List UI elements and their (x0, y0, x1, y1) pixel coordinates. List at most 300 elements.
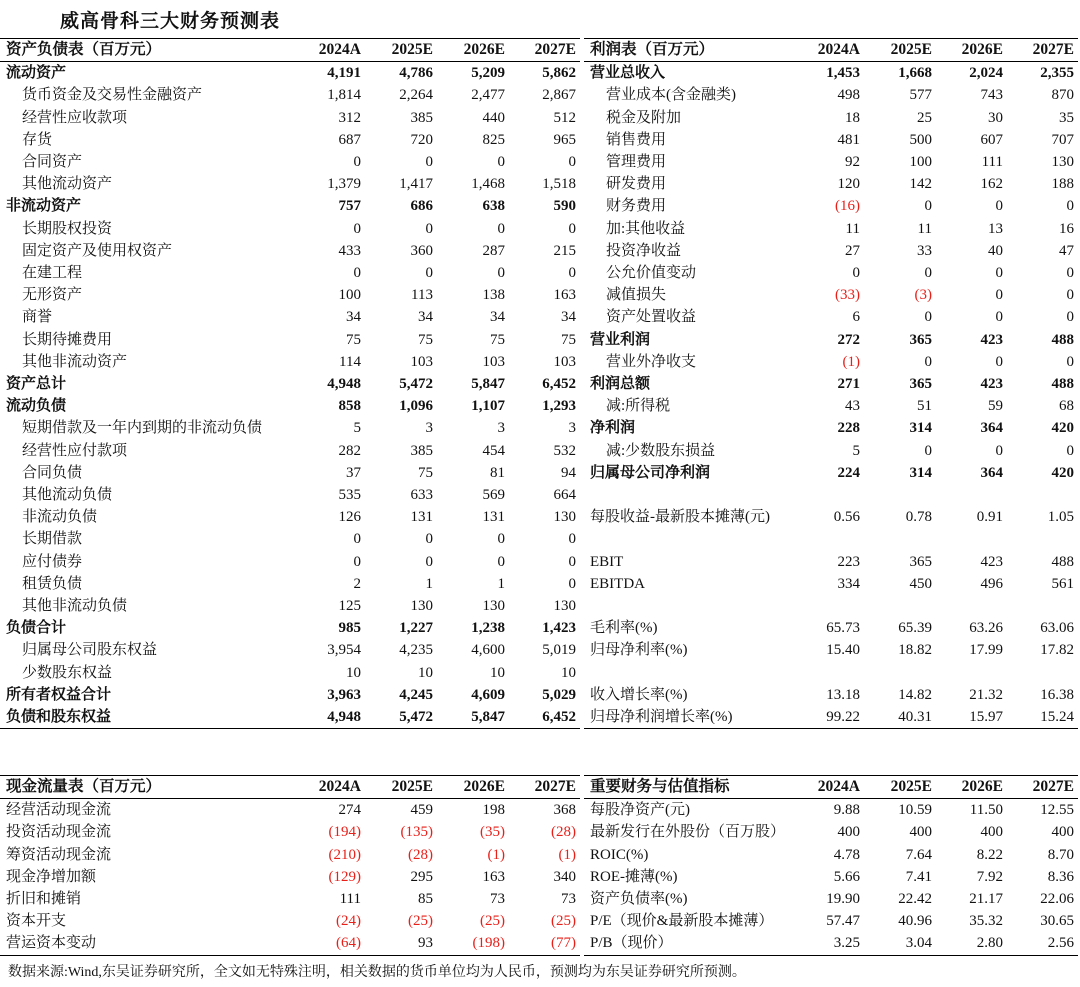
cell-value: 103 (410, 353, 433, 370)
cell-value: 34 (418, 309, 433, 326)
cell-value: (210) (328, 846, 361, 863)
cell-value: 35.32 (969, 913, 1003, 930)
table-row (0, 218, 580, 240)
row-label: 长期股权投资 (22, 220, 113, 237)
cell-value: 314 (909, 420, 932, 437)
table-row (584, 551, 1078, 573)
table-row (0, 84, 580, 106)
cell-value: 0.78 (905, 509, 932, 526)
cell-value: 459 (410, 802, 433, 819)
cell-value: 5,029 (542, 686, 576, 703)
cell-value: 2.80 (936, 932, 1007, 955)
cell-value: 103 (553, 353, 576, 370)
cell-value: 707 (1051, 131, 1074, 148)
cell-value: 687 (338, 131, 361, 148)
cell-value: 7.92 (976, 868, 1003, 885)
cell-value: 130 (1051, 154, 1074, 171)
cell-value: 0 (353, 553, 361, 570)
cell-value: 43 (845, 398, 860, 415)
cell-value: 4,191 (327, 65, 361, 82)
cell-value: 188 (1051, 176, 1074, 193)
row-label: 经营活动现金流 (6, 802, 112, 819)
table-row (0, 551, 580, 573)
cell-value: 638 (482, 198, 505, 215)
cell-value: 295 (410, 868, 433, 885)
cell-value: 113 (411, 287, 433, 304)
table-row (0, 821, 580, 843)
cell-value: (3) (914, 287, 932, 304)
cell-value: 5,019 (542, 642, 576, 659)
cell-value: 0.91 (976, 509, 1003, 526)
row-label: 加:其他收益 (606, 220, 686, 237)
cell-value: 100 (338, 287, 361, 304)
table-row (0, 107, 580, 129)
table-row (0, 866, 580, 888)
table-row (0, 151, 580, 173)
cell-value: 569 (482, 487, 505, 504)
cell-value: 5,209 (471, 65, 505, 82)
row-label: 非流动负债 (22, 509, 98, 526)
cell-value: 10 (561, 664, 576, 681)
year-header: 2025E (864, 39, 936, 62)
cell-value: (28) (408, 846, 433, 863)
table-row (0, 373, 580, 395)
table-row (584, 684, 1078, 706)
row-label (584, 484, 792, 506)
cell-value: 4,948 (293, 706, 365, 729)
year-header: 2024A (792, 39, 864, 62)
cell-value: 22.42 (898, 891, 932, 908)
cell-value: 10.59 (898, 802, 932, 819)
cell-value: (194) (328, 824, 361, 841)
cell-value: 590 (553, 198, 576, 215)
cell-value: 0 (425, 154, 433, 171)
cell-value: 99.22 (792, 706, 864, 729)
row-label: 利润总额 (590, 376, 651, 393)
cell-value (792, 595, 864, 617)
year-header: 2025E (365, 776, 437, 799)
cell-value: (77) (509, 932, 580, 955)
row-label: 租赁负债 (22, 575, 83, 592)
cell-value: 0 (497, 265, 505, 282)
year-header: 2025E (365, 39, 437, 62)
cell-value: 103 (482, 353, 505, 370)
cell-value: 2 (353, 575, 361, 592)
row-label: 营运资本变动 (0, 932, 293, 955)
table-title: 重要财务与估值指标 (584, 776, 792, 799)
cell-value: 63.06 (1040, 620, 1074, 637)
cell-value: 282 (338, 442, 361, 459)
cell-value: 75 (490, 331, 505, 348)
cell-value: 0 (568, 575, 576, 592)
table-row (584, 329, 1078, 351)
table-row (584, 799, 1078, 822)
cell-value: 163 (482, 868, 505, 885)
row-label: 归母净利率(%) (590, 642, 688, 659)
cell-value: 30 (988, 109, 1003, 126)
cell-value: (1) (487, 846, 505, 863)
cell-value: 365 (909, 553, 932, 570)
table-row (0, 662, 580, 684)
cell-value: 720 (410, 131, 433, 148)
row-label (584, 595, 792, 617)
row-label: EBITDA (590, 575, 645, 592)
cell-value: 75 (346, 331, 361, 348)
row-label: 负债和股东权益 (0, 706, 293, 729)
table-row (0, 329, 580, 351)
cell-value: 6,452 (509, 706, 580, 729)
cell-value: 360 (410, 242, 433, 259)
row-label: 货币资金及交易性金融资产 (22, 87, 203, 104)
table-row (584, 506, 1078, 528)
table-row (0, 706, 580, 729)
cell-value: 433 (338, 242, 361, 259)
cell-value (792, 662, 864, 684)
cell-value: 0 (425, 265, 433, 282)
cell-value: 7.64 (905, 846, 932, 863)
year-header: 2027E (509, 776, 580, 799)
cell-value: 3.25 (792, 932, 864, 955)
cell-value: 1,668 (898, 65, 932, 82)
cell-value: 3 (425, 420, 433, 437)
cell-value: 5,847 (471, 376, 505, 393)
cell-value (936, 595, 1007, 617)
table-row (584, 173, 1078, 195)
row-label: 商誉 (22, 309, 53, 326)
year-header: 2026E (437, 39, 509, 62)
cell-value: 0 (425, 553, 433, 570)
cell-value: 0 (497, 553, 505, 570)
cell-value: 10 (346, 664, 361, 681)
cell-value: 496 (980, 575, 1003, 592)
table-row (584, 617, 1078, 639)
cell-value: 0 (568, 265, 576, 282)
cell-value: 130 (410, 598, 433, 615)
table-title: 资产负债表（百万元） (0, 39, 293, 62)
cell-value: 120 (837, 176, 860, 193)
cell-value: 215 (553, 242, 576, 259)
table-row (0, 195, 580, 217)
row-label: 毛利率(%) (590, 620, 658, 637)
cell-value: (16) (835, 198, 860, 215)
cell-value: 365 (909, 376, 932, 393)
cell-value: 3 (497, 420, 505, 437)
row-label: 经营性应付款项 (22, 442, 128, 459)
cell-value: 0 (497, 220, 505, 237)
cell-value: 400 (837, 824, 860, 841)
year-header: 2027E (1007, 39, 1078, 62)
table-row (584, 573, 1078, 595)
cell-value: 0 (497, 154, 505, 171)
row-label: 合同负债 (22, 464, 83, 481)
row-label: 减:所得税 (606, 398, 671, 415)
cell-value: 2,024 (969, 65, 1003, 82)
cell-value: 0 (995, 309, 1003, 326)
cell-value: (135) (400, 824, 433, 841)
row-label: 所有者权益合计 (6, 686, 112, 703)
row-label: 流动资产 (6, 65, 67, 82)
table-row (0, 484, 580, 506)
table-row (584, 528, 1078, 550)
cell-value: 368 (553, 802, 576, 819)
row-label: 最新发行在外股份（百万股） (590, 824, 786, 841)
cell-value: (1) (558, 846, 576, 863)
row-label: 每股净资产(元) (590, 802, 690, 819)
cell-value: 0 (924, 442, 932, 459)
cell-value: 4,609 (471, 686, 505, 703)
cell-value: 1,096 (399, 398, 433, 415)
table-row (0, 528, 580, 550)
cell-value: 223 (837, 553, 860, 570)
row-label: 非流动资产 (6, 198, 82, 215)
cell-value (864, 662, 936, 684)
cell-value: 17.82 (1040, 642, 1074, 659)
cell-value: 5 (852, 442, 860, 459)
cell-value (864, 528, 936, 550)
table-row (584, 218, 1078, 240)
cell-value: 0 (1066, 442, 1074, 459)
cell-value: 561 (1051, 575, 1074, 592)
cell-value: 114 (339, 353, 361, 370)
cell-value: 14.82 (898, 686, 932, 703)
cell-value: 15.97 (936, 706, 1007, 729)
cell-value: (25) (408, 913, 433, 930)
cell-value: 5,472 (399, 376, 433, 393)
cell-value: 825 (482, 131, 505, 148)
cell-value: 365 (909, 331, 932, 348)
cell-value (1007, 528, 1078, 550)
cell-value: 34 (561, 309, 576, 326)
cell-value: 1,238 (471, 620, 505, 637)
footnote: 数据来源:Wind,东吴证券研究所，全文如无特殊注明，相关数据的货币单位均为人民币，预测均为东吴证券研究所预测。 (8, 965, 746, 980)
cell-value: 5.66 (833, 868, 860, 885)
cell-value: 7.41 (905, 868, 932, 885)
cell-value: 40 (988, 242, 1003, 259)
row-label: 减:少数股东损益 (606, 442, 716, 459)
cell-value: 18.82 (898, 642, 932, 659)
row-label: 资产总计 (6, 376, 67, 393)
cell-value: 16 (1059, 220, 1074, 237)
cell-value: 4,235 (399, 642, 433, 659)
year-header: 2026E (936, 39, 1007, 62)
table-row (584, 866, 1078, 888)
cell-value: 40.31 (864, 706, 936, 729)
row-label: 税金及附加 (606, 109, 682, 126)
cell-value: 1,227 (399, 620, 433, 637)
row-label: 短期借款及一年内到期的非流动负债 (22, 420, 263, 437)
row-label: 流动负债 (6, 398, 67, 415)
cell-value: 481 (837, 131, 860, 148)
cell-value: 757 (338, 198, 361, 215)
row-label: 公允价值变动 (606, 265, 697, 282)
table-row (584, 844, 1078, 866)
row-label (584, 662, 792, 684)
year-header: 2027E (1007, 776, 1078, 799)
row-label: P/B（现价） (584, 932, 792, 955)
table-row (584, 129, 1078, 151)
cell-value: 287 (482, 242, 505, 259)
cell-value: 5,847 (437, 706, 509, 729)
cell-value: 40.96 (898, 913, 932, 930)
cell-value: 0 (924, 198, 932, 215)
cell-value: 1,518 (542, 176, 576, 193)
cell-value: 385 (410, 109, 433, 126)
cell-value: 17.99 (969, 642, 1003, 659)
cell-value: 37 (346, 464, 361, 481)
cell-value: 34 (346, 309, 361, 326)
cell-value: 577 (909, 87, 932, 104)
table-row (584, 107, 1078, 129)
table-row (584, 262, 1078, 284)
row-label: 研发费用 (606, 176, 667, 193)
cell-value: 0 (353, 531, 361, 548)
cell-value: 4,786 (399, 65, 433, 82)
row-label: 折旧和摊销 (6, 891, 82, 908)
cell-value: 0 (1066, 198, 1074, 215)
row-label: 其他流动资产 (22, 176, 113, 193)
cell-value: 162 (980, 176, 1003, 193)
cell-value: 57.47 (826, 913, 860, 930)
cell-value: 0 (1066, 287, 1074, 304)
cell-value: 3.04 (864, 932, 936, 955)
table-row (584, 462, 1078, 484)
table-row (0, 62, 580, 85)
cell-value: 4,948 (327, 376, 361, 393)
row-label: 固定资产及使用权资产 (22, 242, 173, 259)
cell-value: 138 (482, 287, 505, 304)
cell-value: 423 (980, 331, 1003, 348)
cell-value: 13 (988, 220, 1003, 237)
row-label: 长期借款 (22, 531, 83, 548)
table-row (584, 662, 1078, 684)
cell-value: 5 (353, 420, 361, 437)
cell-value: 228 (837, 420, 860, 437)
cell-value: 35 (1059, 109, 1074, 126)
cell-value (936, 662, 1007, 684)
cell-value: 1,379 (327, 176, 361, 193)
cell-value: 400 (909, 824, 932, 841)
year-header: 2025E (864, 776, 936, 799)
cell-value: 75 (418, 464, 433, 481)
cell-value (792, 528, 864, 550)
table-header-row (584, 776, 1078, 799)
cell-value: 34 (490, 309, 505, 326)
cell-value: 1,417 (399, 176, 433, 193)
cell-value: 11 (845, 220, 860, 237)
row-label: 投资活动现金流 (6, 824, 112, 841)
table-row (0, 639, 580, 661)
cell-value: 1,468 (471, 176, 505, 193)
table-row (0, 351, 580, 373)
row-label: 净利润 (590, 420, 636, 437)
cell-value: 2,477 (471, 87, 505, 104)
cell-value: 488 (1051, 376, 1074, 393)
cell-value: 314 (909, 464, 932, 481)
cell-value: 965 (553, 131, 576, 148)
cell-value: 75 (561, 331, 576, 348)
cell-value: 10 (418, 664, 433, 681)
cell-value: 420 (1051, 420, 1074, 437)
table-row (0, 240, 580, 262)
cell-value: 1,453 (826, 65, 860, 82)
table-title: 现金流量表（百万元） (0, 776, 293, 799)
cell-value: 65.39 (898, 620, 932, 637)
cell-value: 0 (995, 442, 1003, 459)
cell-value: 1,107 (471, 398, 505, 415)
cell-value: 454 (482, 442, 505, 459)
cell-value: 488 (1051, 553, 1074, 570)
cell-value: 1.05 (1047, 509, 1074, 526)
table-row (0, 417, 580, 439)
cell-value: (24) (336, 913, 361, 930)
cell-value: 4,600 (471, 642, 505, 659)
cell-value: 1,423 (542, 620, 576, 637)
table-row (0, 684, 580, 706)
row-label: 营业成本(含金融类) (606, 87, 736, 104)
row-label: 在建工程 (22, 265, 83, 282)
table-row (0, 440, 580, 462)
cell-value: 0 (995, 353, 1003, 370)
cell-value: 2,264 (399, 87, 433, 104)
cell-value: 0 (924, 309, 932, 326)
table-row (0, 173, 580, 195)
table-row (584, 373, 1078, 395)
cell-value: 30.65 (1040, 913, 1074, 930)
table-row (584, 595, 1078, 617)
row-label: ROIC(%) (590, 846, 649, 863)
cell-value: 63.26 (969, 620, 1003, 637)
cell-value: 0 (924, 353, 932, 370)
cell-value: 85 (418, 891, 433, 908)
cell-value: 1,814 (327, 87, 361, 104)
table-row (584, 417, 1078, 439)
table-row (0, 573, 580, 595)
cell-value: 334 (837, 575, 860, 592)
row-label: 减值损失 (606, 287, 667, 304)
page-title: 威高骨科三大财务预测表 (60, 11, 281, 32)
cell-value (1007, 595, 1078, 617)
cell-value: 163 (553, 287, 576, 304)
cell-value: 743 (980, 87, 1003, 104)
row-label (584, 528, 792, 550)
income-statement-table (584, 38, 1078, 729)
cell-value: 126 (338, 509, 361, 526)
table-row (0, 595, 580, 617)
table-row (0, 129, 580, 151)
cell-value: 0 (995, 198, 1003, 215)
cell-value: 1 (425, 575, 433, 592)
cell-value: 5,862 (542, 65, 576, 82)
year-header: 2027E (509, 39, 580, 62)
cell-value: 6,452 (542, 376, 576, 393)
cell-value: 21.32 (969, 686, 1003, 703)
row-label: 应付债券 (22, 553, 83, 570)
cell-value: 0 (924, 265, 932, 282)
cell-value: 858 (338, 398, 361, 415)
cell-value: 2,867 (542, 87, 576, 104)
cell-value: 500 (909, 131, 932, 148)
cell-value: 15.24 (1007, 706, 1078, 729)
row-label: 存货 (22, 131, 53, 148)
table-row (584, 910, 1078, 932)
cell-value: 75 (418, 331, 433, 348)
cell-value: 0 (995, 265, 1003, 282)
row-label: 归属母公司股东权益 (22, 642, 158, 659)
cell-value: 0 (1066, 309, 1074, 326)
cell-value: 94 (561, 464, 576, 481)
cell-value: 73 (490, 891, 505, 908)
cell-value: 271 (837, 376, 860, 393)
